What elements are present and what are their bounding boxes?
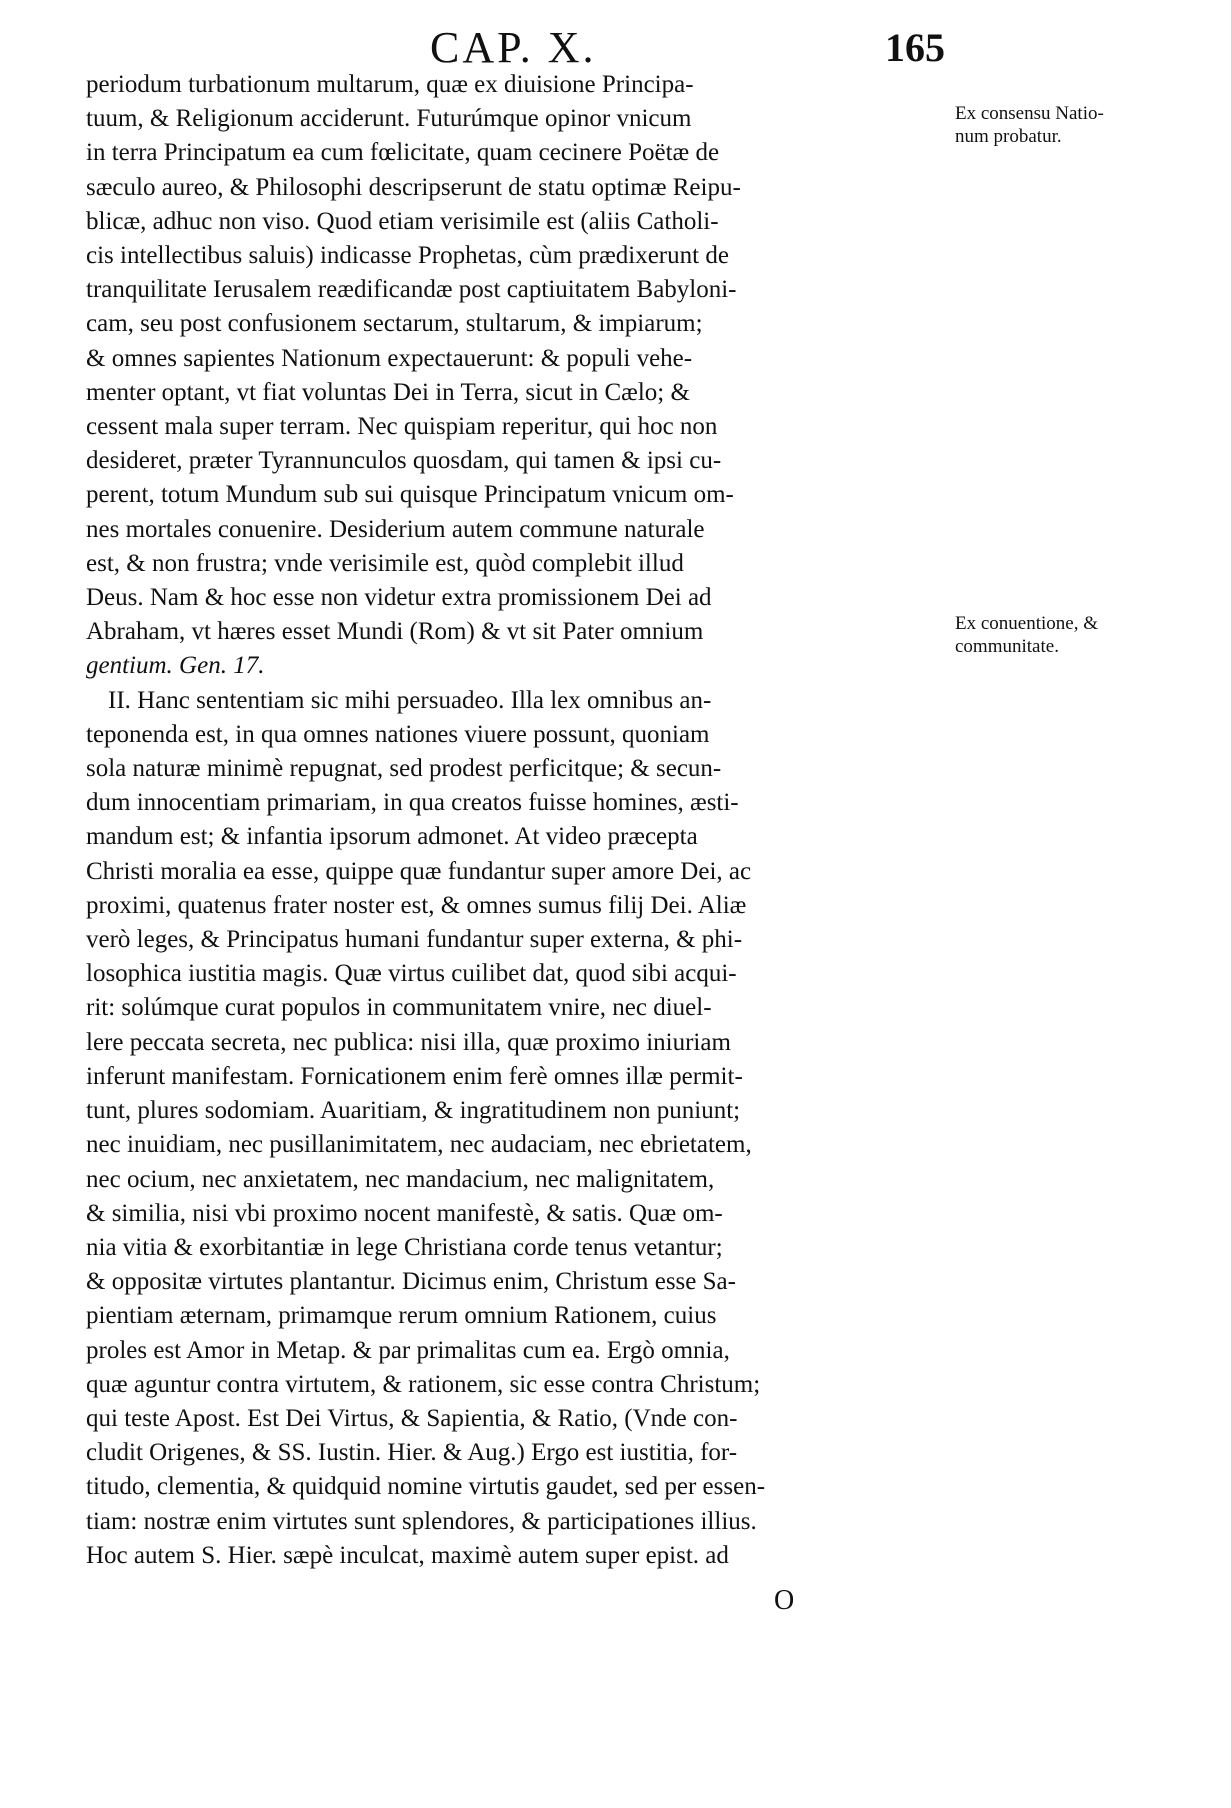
text-line: mandum est; & infantia ipsorum admonet. At video præcepta — [86, 823, 698, 851]
text-line: proximi, quatenus frater noster est, & omnes sumus filij Dei. Aliæ — [86, 891, 747, 919]
running-header — [0, 14, 1231, 74]
text-line: tranquilitate Ierusalem reædificandæ post captiuitatem Babyloni- — [86, 276, 737, 304]
margin-note-line: num probatur. — [955, 126, 1062, 147]
text-line: teponenda est, in qua omnes nationes viuere possunt, quoniam — [86, 720, 710, 748]
text-line: Hoc autem S. Hier. sæpè inculcat, maximè autem super epist. ad — [86, 1541, 729, 1569]
page-number: 165 — [885, 25, 945, 70]
text-line: cis intellectibus saluis) indicasse Prophetas, cùm prædixerunt de — [86, 242, 729, 270]
text-line: cam, seu post confusionem sectarum, stultarum, & impiarum; — [86, 310, 703, 338]
text-line: pientiam æternam, primamque rerum omnium Rationem, cuius — [86, 1302, 717, 1330]
text-line: nes mortales conuenire. Desiderium autem commune naturale — [86, 515, 705, 543]
text-line: losophica iustitia magis. Quæ virtus cuilibet dat, quod sibi acqui- — [86, 960, 737, 988]
text-line: Christi moralia ea esse, quippe quæ fundantur super amore Dei, ac — [86, 857, 752, 885]
text-line: Abraham, vt hæres esset Mundi (Rom) & vt sit Pater omnium — [86, 618, 704, 646]
margin-note-line: communitate. — [955, 636, 1059, 657]
text-line: Deus. Nam & hoc esse non videtur extra promissionem Dei ad — [86, 584, 712, 612]
text-line: sola naturæ minimè repugnat, sed prodest perficitque; & secun- — [86, 755, 722, 783]
text-line: quæ aguntur contra virtutem, & rationem, sic esse contra Christum; — [86, 1370, 761, 1398]
catchword: O — [774, 1585, 795, 1616]
margin-note-consensus — [955, 102, 1225, 148]
text-line: & omnes sapientes Nationum expectauerunt: & populi vehe- — [86, 344, 693, 372]
text-line: dum innocentiam primariam, in qua creatos fuisse homines, æsti- — [86, 789, 739, 817]
section-start-line: II. Hanc sententiam sic mihi persuadeo. Illa lex omnibus an- — [108, 686, 712, 714]
text-line: nec inuidiam, nec pusillanimitatem, nec audaciam, nec ebrietatem, — [86, 1131, 752, 1159]
text-line: in terra Principatum ea cum fœlicitate, quam cecinere Poëtæ de — [86, 139, 720, 167]
text-line: nec ocium, nec anxietatem, nec mandacium, nec malignitatem, — [86, 1165, 715, 1193]
text-line: titudo, clementia, & quidquid nomine virtutis gaudet, sed per essen- — [86, 1473, 766, 1501]
margin-note-line: Ex consensu Natio- — [955, 103, 1104, 124]
margin-note-line: Ex conuentione, & — [955, 613, 1098, 634]
text-line: tiam: nostræ enim virtutes sunt splendores, & participationes illius. — [86, 1507, 757, 1535]
text-line: gentium. Gen. 17. — [86, 652, 265, 680]
text-line: & similia, nisi vbi proximo nocent manifestè, & satis. Quæ om- — [86, 1199, 723, 1227]
chapter-heading: CAP. X. — [430, 23, 597, 72]
text-line: cessent mala super terram. Nec quispiam reperitur, qui hoc non — [86, 413, 718, 441]
text-line: tuum, & Religionum acciderunt. Futurúmque opinor vnicum — [86, 105, 692, 133]
text-line: nia vitia & exorbitantiæ in lege Christiana corde tenus vetantur; — [86, 1233, 723, 1261]
main-text-block — [86, 68, 940, 1573]
text-line: perent, totum Mundum sub sui quisque Principatum vnicum om- — [86, 481, 734, 509]
text-line: & oppositæ virtutes plantantur. Dicimus enim, Christum esse Sa- — [86, 1268, 736, 1296]
text-line: proles est Amor in Metap. & par primalitas cum ea. Ergò omnia, — [86, 1336, 730, 1364]
text-line: sæculo aureo, & Philosophi descripserunt de statu optimæ Reipu- — [86, 173, 741, 201]
text-line: est, & non frustra; vnde verisimile est, quòd complebit illud — [86, 549, 684, 577]
text-line: periodum turbationum multarum, quæ ex diuisione Principa- — [86, 71, 694, 98]
text-line: blicæ, adhuc non viso. Quod etiam verisimile est (aliis Catholi- — [86, 207, 719, 235]
text-line: rit: solúmque curat populos in communitatem vnire, nec diuel- — [86, 994, 712, 1022]
margin-note-conventione — [955, 612, 1225, 658]
text-line: tunt, plures sodomiam. Auaritiam, & ingratitudinem non puniunt; — [86, 1097, 741, 1125]
text-line: desideret, præter Tyrannunculos quosdam, qui tamen & ipsi cu- — [86, 447, 722, 475]
text-line: cludit Origenes, & SS. Iustin. Hier. & Aug.) Ergo est iustitia, for- — [86, 1439, 738, 1467]
text-line: qui teste Apost. Est Dei Virtus, & Sapientia, & Ratio, (Vnde con- — [86, 1404, 738, 1432]
text-line: lere peccata secreta, nec publica: nisi illa, quæ proximo iniuriam — [86, 1028, 731, 1056]
text-line: inferunt manifestam. Fornicationem enim ferè omnes illæ permit- — [86, 1062, 743, 1090]
text-line: verò leges, & Principatus humani fundantur super externa, & phi- — [86, 926, 743, 954]
text-line: menter optant, vt fiat voluntas Dei in Terra, sicut in Cælo; & — [86, 378, 690, 406]
